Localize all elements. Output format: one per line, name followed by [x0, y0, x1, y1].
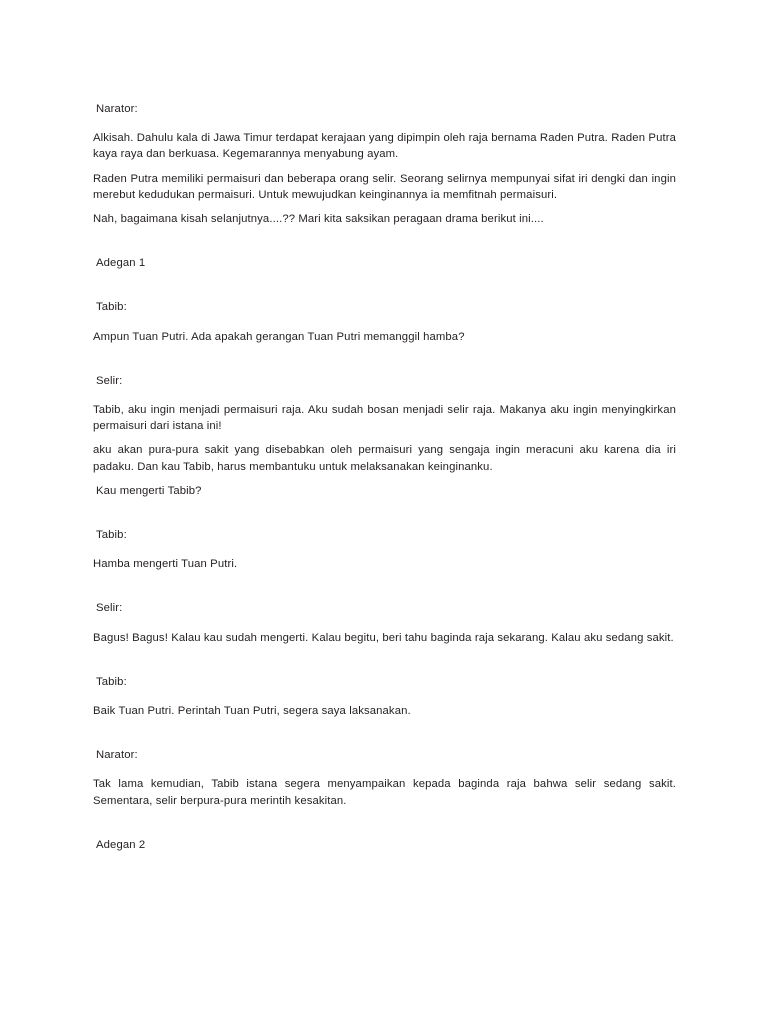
speaker-label-narator-1: Narator: — [96, 103, 138, 115]
speaker-label-selir-1: Selir: — [96, 374, 123, 387]
spacer — [93, 316, 676, 329]
paragraph-narator-2: Raden Putra memiliki permaisuri dan beberapa orang selir. Seorang selirnya mempunyai sifat iri dengki dan ingin merebut kedudukan permaisuri. Untuk mewujudkan keinginannya ia memfitnah permaisuri. — [93, 172, 676, 201]
spacer — [93, 572, 676, 600]
spacer — [93, 690, 676, 703]
dialogue-selir-1c: Kau mengerti Tabib? — [96, 484, 202, 497]
spacer — [93, 499, 676, 527]
document-body — [93, 101, 676, 853]
spacer — [93, 271, 676, 299]
dialogue-selir-1a: Tabib, aku ingin menjadi permaisuri raja. Aku sudah bosan menjadi selir raja. Makanya aku ingin menyingkirkan permaisuri dari istana ini! — [93, 404, 676, 433]
speaker-label-tabib-2: Tabib: — [96, 529, 127, 542]
speaker-label-selir-2: Selir: — [96, 602, 123, 615]
spacer — [93, 227, 676, 255]
speaker-label-tabib-3: Tabib: — [96, 675, 127, 688]
scene-heading-adegan-2: Adegan 2 — [96, 838, 146, 851]
spacer — [93, 617, 676, 630]
speaker-label-tabib-1: Tabib: — [96, 301, 127, 314]
scene-heading-adegan-1: Adegan 1 — [96, 257, 146, 270]
dialogue-selir-2: Bagus! Bagus! Kalau kau sudah mengerti. Kalau begitu, beri tahu baginda raja sekarang. Kalau aku sedang sakit. — [93, 631, 674, 644]
spacer — [93, 646, 676, 674]
spacer — [93, 543, 676, 556]
spacer — [93, 809, 676, 837]
dialogue-tabib-2: Hamba mengerti Tuan Putri. — [93, 558, 238, 571]
spacer — [93, 345, 676, 373]
dialogue-tabib-3: Baik Tuan Putri. Perintah Tuan Putri, segera saya laksanakan. — [93, 705, 411, 718]
spacer — [93, 719, 676, 747]
speaker-label-narator-2: Narator: — [96, 749, 138, 762]
spacer — [93, 763, 676, 776]
dialogue-selir-1b: aku akan pura-pura sakit yang disebabkan oleh permaisuri yang sengaja ingin meracuni aku karena dia iri padaku. Dan kau Tabib, harus membantuku untuk melaksanakan keinginanku. — [93, 444, 676, 473]
spacer — [93, 117, 676, 130]
spacer — [93, 475, 676, 483]
dialogue-tabib-1: Ampun Tuan Putri. Ada apakah gerangan Tuan Putri memanggil hamba? — [93, 330, 465, 343]
paragraph-narator-1: Alkisah. Dahulu kala di Jawa Timur terdapat kerajaan yang dipimpin oleh raja bernama Raden Putra. Raden Putra kaya raya dan berkuasa. Kegemarannya menyabung ayam. — [93, 132, 676, 161]
spacer — [93, 163, 676, 171]
spacer — [93, 389, 676, 402]
spacer — [93, 203, 676, 211]
paragraph-narator-3: Nah, bagaimana kisah selanjutnya....?? Mari kita saksikan peragaan drama berikut ini.... — [93, 213, 544, 226]
spacer — [93, 434, 676, 442]
paragraph-narator-4: Tak lama kemudian, Tabib istana segera menyampaikan kepada baginda raja bahwa selir sedang sakit. Sementara, selir berpura-pura merintih kesakitan. — [93, 778, 676, 807]
